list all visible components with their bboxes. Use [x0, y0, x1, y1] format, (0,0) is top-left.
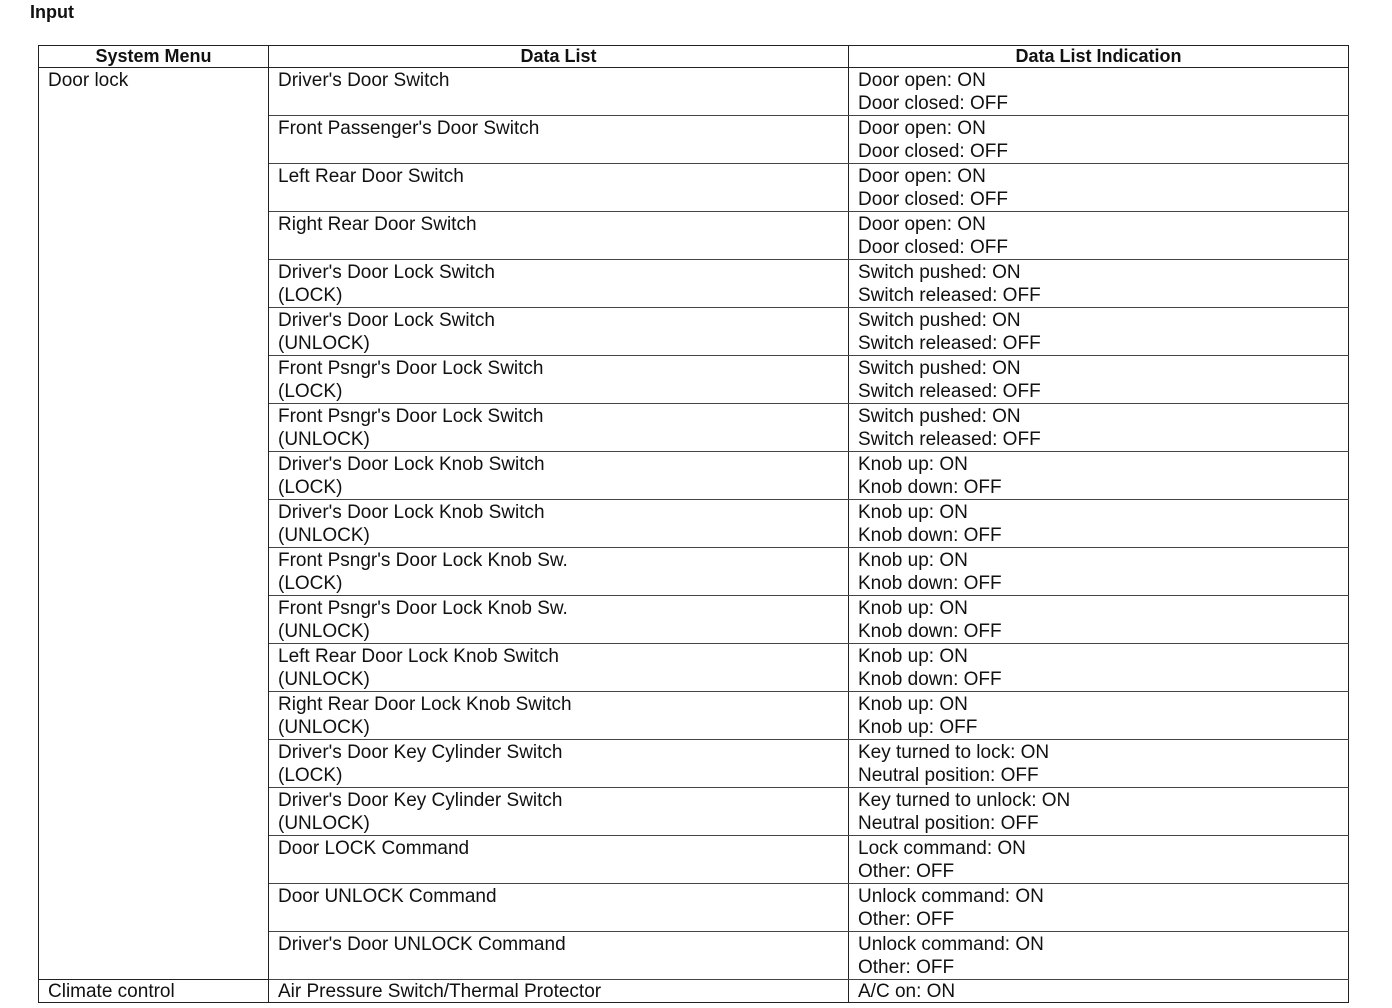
section-heading: Input: [30, 2, 74, 22]
data-list-cell: Right Rear Door Switch: [269, 212, 849, 260]
data-list-cell: Door LOCK Command: [269, 836, 849, 884]
table-row: [39, 980, 1349, 1003]
data-list-cell: Driver's Door Key Cylinder Switch (LOCK): [269, 740, 849, 788]
data-list-cell: Left Rear Door Switch: [269, 164, 849, 212]
data-list-cell: Driver's Door UNLOCK Command: [269, 932, 849, 980]
indication-cell: Knob up: ON Knob down: OFF: [849, 596, 1349, 644]
data-list-cell: Front Psngr's Door Lock Switch (LOCK): [269, 356, 849, 404]
data-list-cell: Front Psngr's Door Lock Knob Sw. (LOCK): [269, 548, 849, 596]
data-list-cell: Door UNLOCK Command: [269, 884, 849, 932]
indication-cell: A/C on: ON: [849, 980, 1349, 1003]
indication-cell: Unlock command: ON Other: OFF: [849, 884, 1349, 932]
indication-cell: Door open: ON Door closed: OFF: [849, 164, 1349, 212]
indication-cell: Knob up: ON Knob down: OFF: [849, 548, 1349, 596]
data-list-cell: Driver's Door Lock Switch (UNLOCK): [269, 308, 849, 356]
data-list-cell: Left Rear Door Lock Knob Switch (UNLOCK): [269, 644, 849, 692]
system-menu-cell: Door lock: [39, 68, 269, 980]
indication-cell: Lock command: ON Other: OFF: [849, 836, 1349, 884]
data-list-cell: Front Psngr's Door Lock Knob Sw. (UNLOCK): [269, 596, 849, 644]
indication-cell: Switch pushed: ON Switch released: OFF: [849, 260, 1349, 308]
data-list-cell: Driver's Door Lock Knob Switch (LOCK): [269, 452, 849, 500]
indication-cell: Door open: ON Door closed: OFF: [849, 212, 1349, 260]
indication-cell: Switch pushed: ON Switch released: OFF: [849, 308, 1349, 356]
indication-cell: Key turned to unlock: ON Neutral position: OFF: [849, 788, 1349, 836]
indication-cell: Door open: ON Door closed: OFF: [849, 68, 1349, 116]
header-data-list: Data List: [269, 46, 849, 68]
indication-cell: Knob up: ON Knob down: OFF: [849, 500, 1349, 548]
indication-cell: Door open: ON Door closed: OFF: [849, 116, 1349, 164]
header-system-menu: System Menu: [39, 46, 269, 68]
data-list-cell: Front Psngr's Door Lock Switch (UNLOCK): [269, 404, 849, 452]
data-list-cell: Right Rear Door Lock Knob Switch (UNLOCK): [269, 692, 849, 740]
data-list-cell: Front Passenger's Door Switch: [269, 116, 849, 164]
table-body: [39, 68, 1349, 1003]
data-list-cell: Driver's Door Lock Knob Switch (UNLOCK): [269, 500, 849, 548]
indication-cell: Knob up: ON Knob down: OFF: [849, 452, 1349, 500]
table-row: [39, 68, 1349, 116]
indication-cell: Unlock command: ON Other: OFF: [849, 932, 1349, 980]
indication-cell: Knob up: ON Knob down: OFF: [849, 644, 1349, 692]
header-data-list-indication: Data List Indication: [849, 46, 1349, 68]
data-list-cell: Driver's Door Switch: [269, 68, 849, 116]
system-menu-cell: Climate control: [39, 980, 269, 1003]
indication-cell: Switch pushed: ON Switch released: OFF: [849, 356, 1349, 404]
data-list-cell: Driver's Door Key Cylinder Switch (UNLOCK): [269, 788, 849, 836]
indication-cell: Key turned to lock: ON Neutral position: OFF: [849, 740, 1349, 788]
data-list-cell: Driver's Door Lock Switch (LOCK): [269, 260, 849, 308]
indication-cell: Switch pushed: ON Switch released: OFF: [849, 404, 1349, 452]
data-list-table: [38, 45, 1349, 1003]
header-row: [39, 46, 1349, 68]
indication-cell: Knob up: ON Knob up: OFF: [849, 692, 1349, 740]
data-list-cell: Air Pressure Switch/Thermal Protector: [269, 980, 849, 1003]
